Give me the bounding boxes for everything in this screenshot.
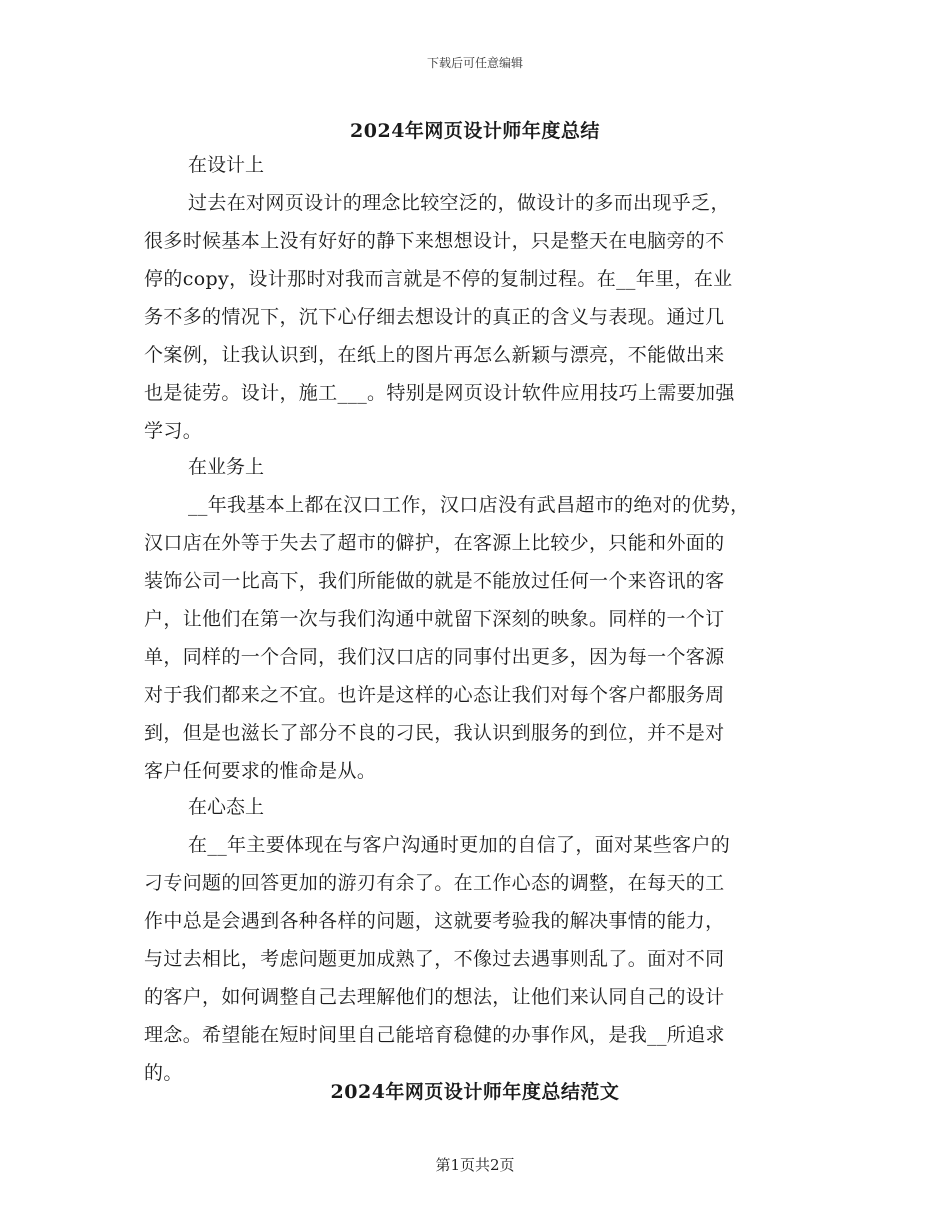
paragraph-line: 过去在对网页设计的理念比较空泛的，做设计的多而出现乎乏， xyxy=(188,192,730,214)
paragraph-line: 单，同样的一个合同，我们汉口店的同事付出更多，因为每一个客源 xyxy=(144,646,725,668)
paragraph-line: 与过去相比，考虑问题更加成熟了，不像过去遇事则乱了。面对不同 xyxy=(144,948,725,970)
paragraph-line: 装饰公司一比高下，我们所能做的就是不能放过任何一个来咨讯的客 xyxy=(144,570,725,592)
paragraph-line: 很多时候基本上没有好好的静下来想想设计，只是整天在电脑旁的不 xyxy=(144,230,725,252)
paragraph-line: 学习。 xyxy=(144,420,203,442)
paragraph-line: 的。 xyxy=(144,1062,183,1084)
paragraph-line: 户，让他们在第一次与我们沟通中就留下深刻的映象。同样的一个订 xyxy=(144,608,725,630)
paragraph-line: 务不多的情况下，沉下心仔细去想设计的真正的含义与表现。通过几 xyxy=(144,306,725,328)
paragraph-line: 刁专问题的回答更加的游刃有余了。在工作心态的调整，在每天的工 xyxy=(144,872,725,894)
paragraph-line: 的客户，如何调整自己去理解他们的想法，让他们来认同自己的设计 xyxy=(144,986,725,1008)
section-heading-mindset: 在心态上 xyxy=(188,796,265,818)
section-heading-design: 在设计上 xyxy=(188,154,265,176)
page-number: 第1页共2页 xyxy=(435,1156,515,1174)
paragraph-line: 对于我们都来之不宜。也许是这样的心态让我们对每个客户都服务周 xyxy=(144,684,725,706)
document-subtitle: 2024年网页设计师年度总结范文 xyxy=(330,1081,620,1103)
paragraph-line: 作中总是会遇到各种各样的问题，这就要考验我的解决事情的能力， xyxy=(144,910,725,932)
paragraph-line: 在__年主要体现在与客户沟通时更加的自信了，面对某些客户的 xyxy=(188,834,731,856)
paragraph-line: __年我基本上都在汉口工作，汉口店没有武昌超市的绝对的优势， xyxy=(188,494,750,516)
paragraph-line: 也是徒劳。设计，施工___。特别是网页设计软件应用技巧上需要加强 xyxy=(144,382,735,404)
paragraph-line: 客户任何要求的惟命是从。 xyxy=(144,760,377,782)
paragraph-line: 停的copy，设计那时对我而言就是不停的复制过程。在__年里，在业 xyxy=(144,268,733,290)
paragraph-line: 汉口店在外等于失去了超市的僻护，在客源上比较少，只能和外面的 xyxy=(144,532,725,554)
section-heading-business: 在业务上 xyxy=(188,456,265,478)
paragraph-line: 个案例，让我认识到，在纸上的图片再怎么新颖与漂亮，不能做出来 xyxy=(144,344,725,366)
paragraph-line: 理念。希望能在短时间里自己能培育稳健的办事作风，是我__所追求 xyxy=(144,1024,725,1046)
page-header-note: 下载后可任意编辑 xyxy=(426,56,523,70)
paragraph-line: 到，但是也滋长了部分不良的刁民，我认识到服务的到位，并不是对 xyxy=(144,722,725,744)
document-title: 2024年网页设计师年度总结 xyxy=(350,120,600,142)
